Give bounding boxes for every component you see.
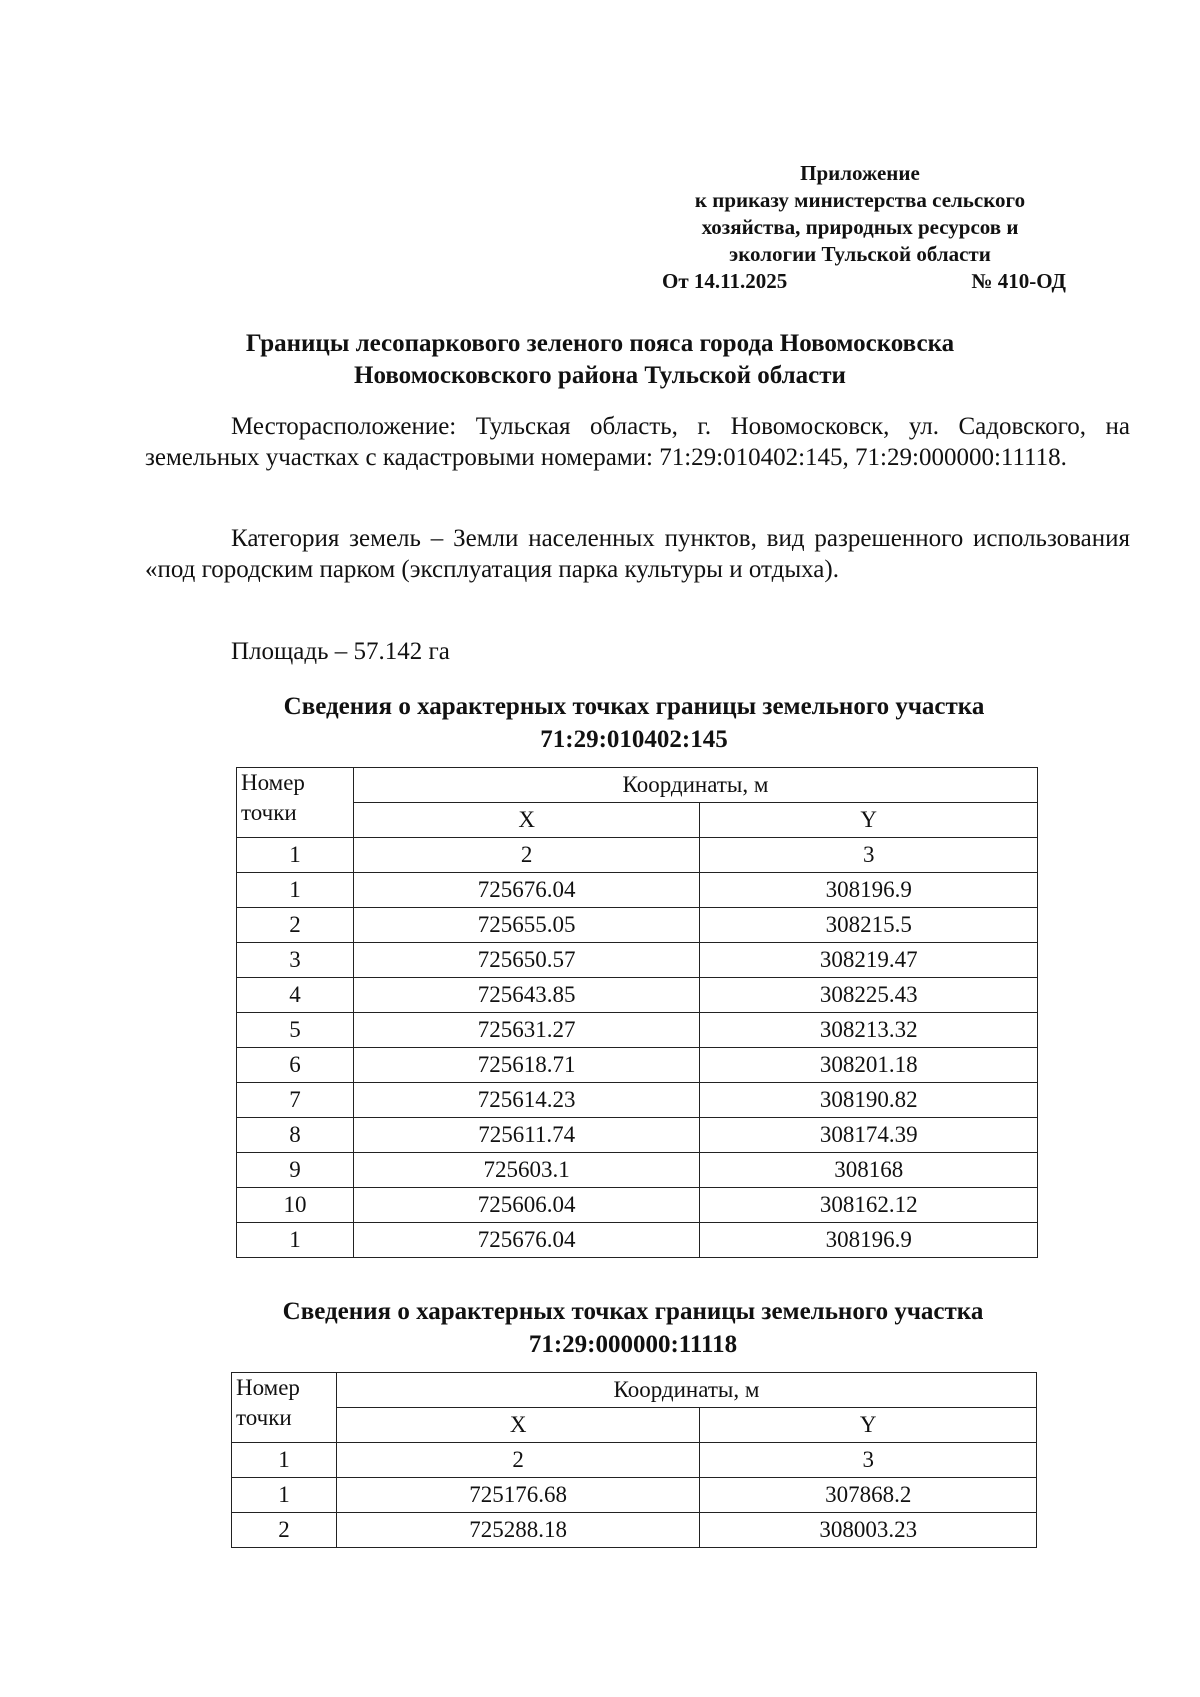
column-index: 3 [700,838,1038,873]
location-text: Месторасположение: Тульская область, г. Новомосковск, ул. Садовского, на земельных участках с кадастровыми номерами: 71:29:010402:145, 71:29:000000:11118. [145,413,1130,471]
point-number-cell: 2 [232,1513,337,1548]
document-title [140,328,1060,392]
table-row [237,1153,1038,1188]
point-number-header: Номер точки [232,1373,337,1443]
x-header: X [353,803,700,838]
cadastral-number: 71:29:010402:145 [540,726,728,753]
title-line: Границы лесопаркового зеленого пояса города Новомосковска [245,330,955,357]
table-header-row [232,1373,1037,1408]
area-text: Площадь – 57.142 га [231,638,450,665]
point-number-cell: 2 [237,908,354,943]
x-coordinate-cell: 725650.57 [353,943,700,978]
table-header-row [237,803,1038,838]
y-coordinate-cell: 308162.12 [700,1188,1038,1223]
appendix-line: хозяйства, природных ресурсов и [701,215,1019,239]
y-coordinate-cell: 308174.39 [700,1118,1038,1153]
point-number-cell: 5 [237,1013,354,1048]
appendix-header [640,160,1080,295]
point-number-cell: 8 [237,1118,354,1153]
table-row [237,1188,1038,1223]
category-paragraph [145,523,1130,585]
table-header-row [232,1408,1037,1443]
x-coordinate-cell: 725655.05 [353,908,700,943]
x-coordinate-cell: 725611.74 [353,1118,700,1153]
point-number-cell: 7 [237,1083,354,1118]
order-date-number [640,268,1080,295]
point-number-cell: 6 [237,1048,354,1083]
x-coordinate-cell: 725288.18 [336,1513,700,1548]
title-line: Новомосковского района Тульской области [354,362,846,389]
area-paragraph [145,636,1130,667]
appendix-line: к приказу министерства сельского [694,188,1026,212]
table-row [237,908,1038,943]
y-coordinate-cell: 308213.32 [700,1013,1038,1048]
point-number-cell: 4 [237,978,354,1013]
appendix-line: экологии Тульской области [729,242,991,266]
table-row [237,978,1038,1013]
column-index-row [232,1443,1037,1478]
y-coordinate-cell: 308225.43 [700,978,1038,1013]
parcel1-heading [174,690,1094,756]
y-header: Y [700,1408,1037,1443]
appendix-title: Приложение [800,161,920,185]
table-row [237,1083,1038,1118]
location-paragraph [145,411,1130,473]
x-coordinate-cell: 725676.04 [353,1223,700,1258]
x-coordinate-cell: 725643.85 [353,978,700,1013]
x-coordinate-cell: 725618.71 [353,1048,700,1083]
order-number: № 410-ОД [971,269,1066,293]
x-coordinate-cell: 725676.04 [353,873,700,908]
table-row [237,1223,1038,1258]
point-number-cell: 9 [237,1153,354,1188]
point-number-cell: 1 [237,873,354,908]
y-coordinate-cell: 308219.47 [700,943,1038,978]
y-coordinate-cell: 308168 [700,1153,1038,1188]
table-row [237,1048,1038,1083]
column-index: 1 [232,1443,337,1478]
point-number-cell: 1 [232,1478,337,1513]
x-coordinate-cell: 725631.27 [353,1013,700,1048]
parcel2-coordinates-table [231,1372,1037,1548]
column-index: 1 [237,838,354,873]
cadastral-number: 71:29:000000:11118 [528,1331,738,1358]
point-number-cell: 10 [237,1188,354,1223]
table-header-row [237,768,1038,803]
y-coordinate-cell: 308190.82 [700,1083,1038,1118]
table-row [232,1478,1037,1513]
point-number-header: Номер точки [237,768,354,838]
column-index: 3 [700,1443,1037,1478]
parcel2-heading [173,1295,1093,1361]
order-date: От 14.11.2025 [662,269,788,293]
table-row [237,1013,1038,1048]
y-header: Y [700,803,1038,838]
y-coordinate-cell: 308003.23 [700,1513,1037,1548]
y-coordinate-cell: 308196.9 [700,1223,1038,1258]
column-index: 2 [336,1443,700,1478]
table-row [237,943,1038,978]
coordinates-header: Координаты, м [353,768,1037,803]
table-row [237,873,1038,908]
category-text: Категория земель – Земли населенных пунктов, вид разрешенного использования «под городским парком (эксплуатация парка культуры и отдыха). [145,525,1130,583]
x-coordinate-cell: 725603.1 [353,1153,700,1188]
coordinates-header: Координаты, м [336,1373,1036,1408]
y-coordinate-cell: 308201.18 [700,1048,1038,1083]
parcel1-coordinates-table [236,767,1038,1258]
y-coordinate-cell: 307868.2 [700,1478,1037,1513]
column-index: 2 [353,838,700,873]
point-number-cell: 1 [237,1223,354,1258]
x-coordinate-cell: 725606.04 [353,1188,700,1223]
column-index-row [237,838,1038,873]
x-header: X [336,1408,700,1443]
table-row [237,1118,1038,1153]
section-heading-line: Сведения о характерных точках границы земельного участка [282,1298,984,1325]
x-coordinate-cell: 725176.68 [336,1478,700,1513]
y-coordinate-cell: 308196.9 [700,873,1038,908]
point-number-cell: 3 [237,943,354,978]
x-coordinate-cell: 725614.23 [353,1083,700,1118]
table-row [232,1513,1037,1548]
y-coordinate-cell: 308215.5 [700,908,1038,943]
section-heading-line: Сведения о характерных точках границы земельного участка [283,693,985,720]
